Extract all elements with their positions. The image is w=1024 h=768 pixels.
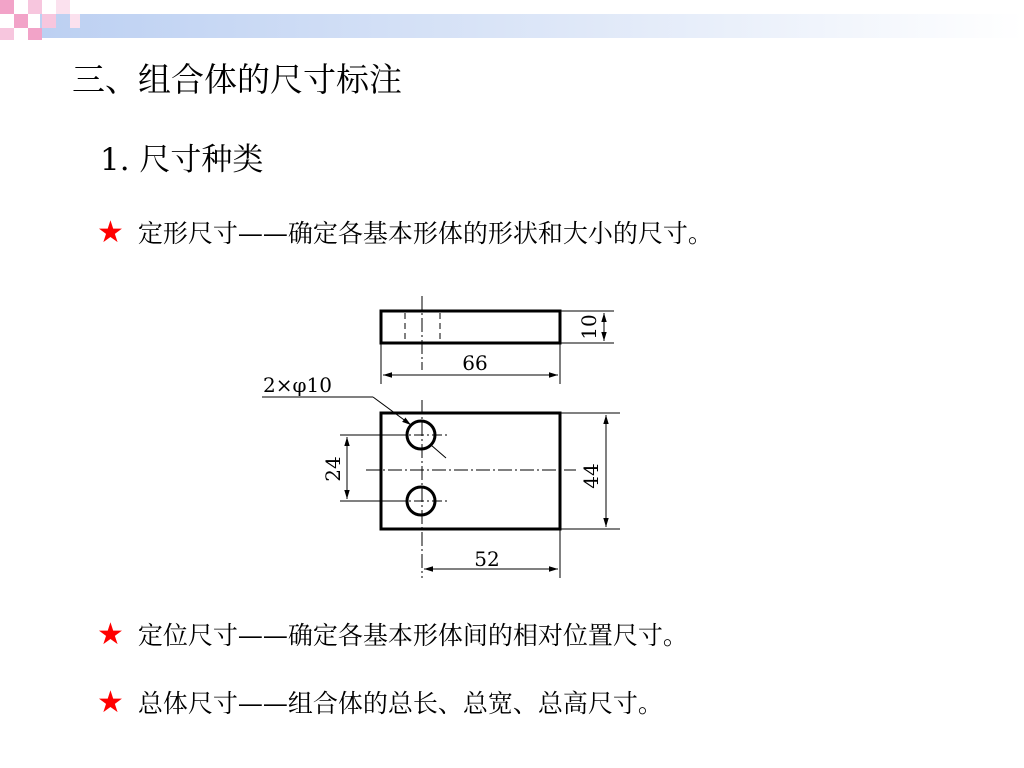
- dim-text-holes: 2×φ10: [263, 373, 332, 397]
- bullet-item: [97, 684, 663, 720]
- dimension-hole-spacing: [321, 435, 405, 501]
- dimension-thickness: [560, 311, 614, 343]
- dim-text-thickness: 10: [577, 314, 601, 340]
- dim-text-height: 44: [579, 463, 603, 489]
- star-icon: ★: [97, 684, 124, 720]
- page-title: 三、组合体的尺寸标注: [72, 60, 402, 99]
- dim-text-hole-offset: 52: [474, 547, 500, 571]
- bullet-text: 定位尺寸——确定各基本形体间的相对位置尺寸。: [137, 621, 688, 650]
- dimension-holes: [262, 373, 446, 458]
- bullet-text: 总体尺寸——组合体的总长、总宽、总高尺寸。: [137, 689, 663, 718]
- section-heading: 1. 尺寸种类: [100, 142, 264, 178]
- dim-text-hole-spacing: 24: [321, 456, 345, 482]
- dimension-length: [381, 343, 560, 384]
- bullet-item: [97, 616, 688, 652]
- dimension-hole-offset: [424, 529, 560, 578]
- star-icon: ★: [97, 214, 124, 250]
- dimension-height: [560, 413, 620, 529]
- star-icon: ★: [97, 616, 124, 652]
- bullet-text: 定形尺寸——确定各基本形体的形状和大小的尺寸。: [137, 219, 713, 248]
- top-view-outline: [381, 311, 560, 343]
- front-view: [366, 400, 576, 578]
- dim-text-length: 66: [462, 351, 488, 375]
